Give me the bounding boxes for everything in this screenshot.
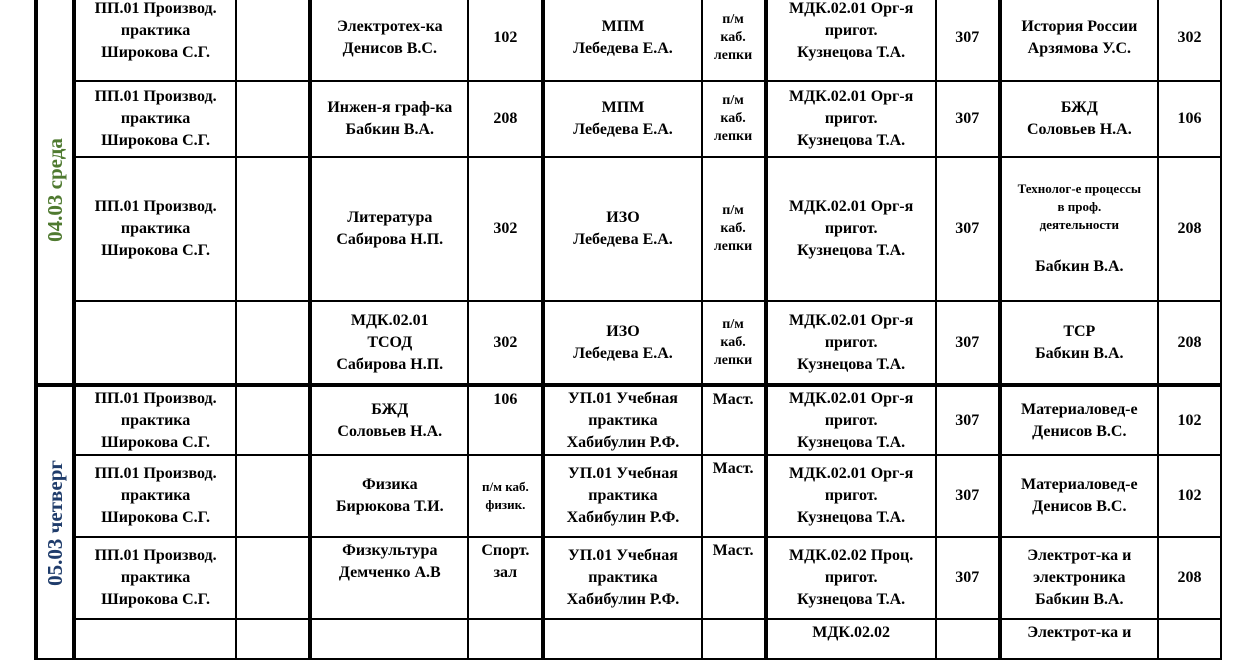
- table-row: [36, 301, 1221, 385]
- group1-room: [236, 81, 310, 157]
- group1-room: [236, 157, 310, 301]
- group4-room: 307: [936, 301, 1000, 385]
- group4-subject: МДК.02.01 Орг-я пригот. Кузнецова Т.А.: [766, 157, 936, 301]
- group4-room: 307: [936, 537, 1000, 619]
- group2-room: 302: [468, 157, 543, 301]
- group3-room: п/м каб. лепки: [702, 301, 766, 385]
- group5-room: 106: [1158, 81, 1221, 157]
- group1-subject: ПП.01 Производ. практика Широкова С.Г.: [74, 537, 236, 619]
- group2-subject: Физкультура Демченко А.В: [310, 537, 468, 619]
- table-row: [36, 157, 1221, 301]
- day-cell-wednesday: [36, 0, 74, 385]
- group1-room: [236, 385, 310, 455]
- group1-subject: ПП.01 Производ. практика Широкова С.Г.: [74, 385, 236, 455]
- group3-subject: [543, 619, 701, 659]
- group5-room: [1158, 619, 1221, 659]
- group3-subject: МПМ Лебедева Е.А.: [543, 0, 701, 81]
- group1-subject: ПП.01 Производ. практика Широкова С.Г.: [74, 0, 236, 81]
- group1-room: [236, 537, 310, 619]
- group4-subject: МДК.02.01 Орг-я пригот. Кузнецова Т.А.: [766, 455, 936, 537]
- group3-room: п/м каб. лепки: [702, 0, 766, 81]
- group5-subject: БЖД Соловьев Н.А.: [1000, 81, 1158, 157]
- table-row: [36, 385, 1221, 455]
- group3-subject: УП.01 Учебная практика Хабибулин Р.Ф.: [543, 385, 701, 455]
- group3-subject: УП.01 Учебная практика Хабибулин Р.Ф.: [543, 537, 701, 619]
- group3-room: Маст.: [702, 385, 766, 455]
- group5-room: 208: [1158, 537, 1221, 619]
- group4-subject: МДК.02.01 Орг-я пригот. Кузнецова Т.А.: [766, 301, 936, 385]
- group3-room: п/м каб. лепки: [702, 81, 766, 157]
- group2-room: [468, 619, 543, 659]
- group4-room: 307: [936, 157, 1000, 301]
- group5-note: Технолог-е процессы в проф. деятельности: [1017, 181, 1142, 232]
- group5-subject: ТСР Бабкин В.А.: [1000, 301, 1158, 385]
- group3-subject: УП.01 Учебная практика Хабибулин Р.Ф.: [543, 455, 701, 537]
- table-row: [36, 0, 1221, 81]
- group1-room: [236, 619, 310, 659]
- group2-subject: [310, 619, 468, 659]
- group2-subject: МДК.02.01 ТСОД Сабирова Н.П.: [310, 301, 468, 385]
- group5-subject: Материаловед-е Денисов В.С.: [1000, 455, 1158, 537]
- group5-room: 208: [1158, 157, 1221, 301]
- group5-room: 102: [1158, 455, 1221, 537]
- group1-subject: ПП.01 Производ. практика Широкова С.Г.: [74, 81, 236, 157]
- group5-room: 302: [1158, 0, 1221, 81]
- group3-room: Маст.: [702, 537, 766, 619]
- group2-room: 302: [468, 301, 543, 385]
- group4-subject: МДК.02.01 Орг-я пригот. Кузнецова Т.А.: [766, 81, 936, 157]
- day-label: 05.03 четверг: [43, 459, 68, 586]
- group2-room: 208: [468, 81, 543, 157]
- group2-room: п/м каб. физик.: [468, 455, 543, 537]
- day-cell-thursday: [36, 385, 74, 659]
- group4-room: 307: [936, 385, 1000, 455]
- group3-subject: ИЗО Лебедева Е.А.: [543, 157, 701, 301]
- group4-subject: МДК.02.02 Проц. пригот. Кузнецова Т.А.: [766, 537, 936, 619]
- group4-room: 307: [936, 0, 1000, 81]
- table-row: [36, 537, 1221, 619]
- group4-subject: МДК.02.01 Орг-я пригот. Кузнецова Т.А.: [766, 0, 936, 81]
- schedule-table: [34, 0, 1222, 660]
- group5-subject: Материаловед-е Денисов В.С.: [1000, 385, 1158, 455]
- group5-teacher: Бабкин В.А.: [1035, 258, 1124, 275]
- group4-subject: МДК.02.01 Орг-я пригот. Кузнецова Т.А.: [766, 385, 936, 455]
- group2-room: 106: [468, 385, 543, 455]
- group5-subject: Электрот-ка и электроника Бабкин В.А.: [1000, 537, 1158, 619]
- group1-subject: ПП.01 Производ. практика Широкова С.Г.: [74, 455, 236, 537]
- group4-room: 307: [936, 455, 1000, 537]
- group1-room: [236, 455, 310, 537]
- group1-room: [236, 301, 310, 385]
- group2-room: 102: [468, 0, 543, 81]
- group2-subject: Инжен-я граф-ка Бабкин В.А.: [310, 81, 468, 157]
- group2-subject: Физика Бирюкова Т.И.: [310, 455, 468, 537]
- group4-room: [936, 619, 1000, 659]
- group1-subject: [74, 301, 236, 385]
- group3-subject: МПМ Лебедева Е.А.: [543, 81, 701, 157]
- group3-room: п/м каб. лепки: [702, 157, 766, 301]
- group1-subject: [74, 619, 236, 659]
- group4-room: 307: [936, 81, 1000, 157]
- group2-subject: Литература Сабирова Н.П.: [310, 157, 468, 301]
- group5-subject: История России Арзямова У.С.: [1000, 0, 1158, 81]
- group2-room: Спорт. зал: [468, 537, 543, 619]
- group3-room: [702, 619, 766, 659]
- table-row: [36, 619, 1221, 659]
- group4-subject: МДК.02.02: [766, 619, 936, 659]
- day-label: 04.03 среда: [43, 137, 68, 242]
- group3-room: Маст.: [702, 455, 766, 537]
- group5-room: 102: [1158, 385, 1221, 455]
- group1-subject: ПП.01 Производ. практика Широкова С.Г.: [74, 157, 236, 301]
- group2-subject: Электротех-ка Денисов В.С.: [310, 0, 468, 81]
- group5-cell: [1000, 157, 1158, 301]
- group3-subject: ИЗО Лебедева Е.А.: [543, 301, 701, 385]
- group5-subject: Электрот-ка и: [1000, 619, 1158, 659]
- group5-room: 208: [1158, 301, 1221, 385]
- table-row: [36, 455, 1221, 537]
- group1-room: [236, 0, 310, 81]
- table-row: [36, 81, 1221, 157]
- group2-subject: БЖД Соловьев Н.А.: [310, 385, 468, 455]
